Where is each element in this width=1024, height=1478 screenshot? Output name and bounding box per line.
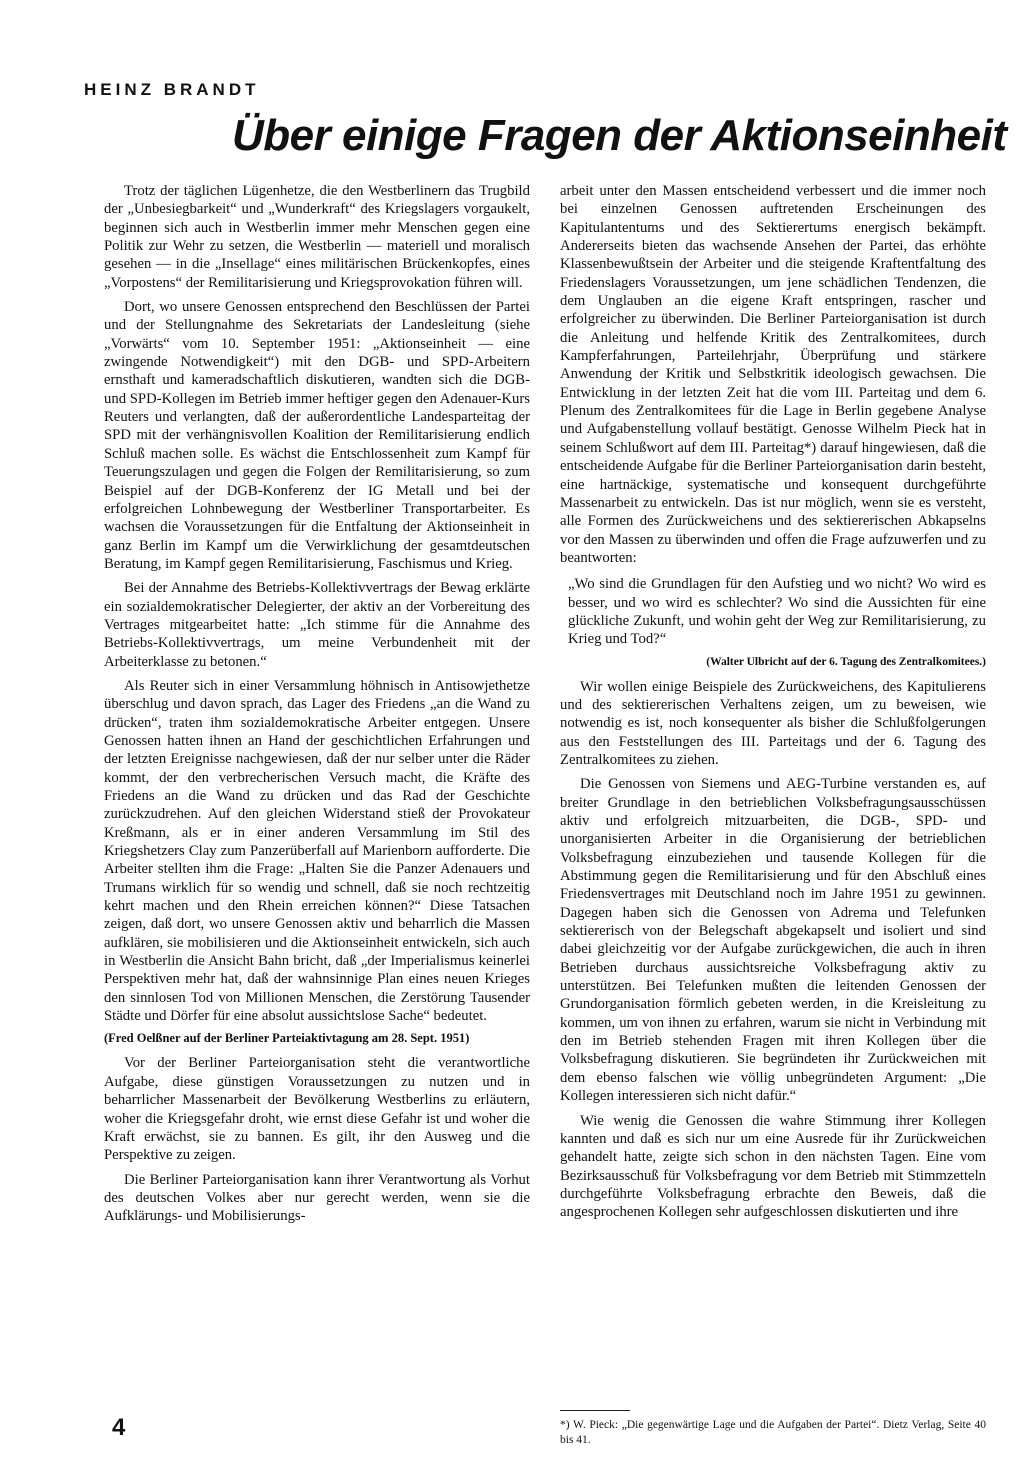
footnote-divider xyxy=(560,1410,630,1411)
paragraph: Als Reuter sich in einer Versammlung höhnisch in Antisowjethetze überschlug und davon sprach, das Lager des Friedens „an die Wand zu drücken“, traten ihm sozialdemokratische Arbeiter entgegen. Unsere Genossen hatten ihnen an Hand der geschichtlichen Erfahrungen und der letzten Ereignisse nachgewiesen, daß der nur selber unter die Räder kommt, der den verbrecherischen Versuch macht, die Kräfte des Friedens an die Wand zu drücken und das Rad der Geschichte zurückzudrehen. Auf den gleichen Widerstand stieß der Provokateur Kreßmann, als er in einer anderen Versammlung im Stil des Kriegshetzers Clay zum Panzerüberfall auf Marienborn aufforderte. Die Arbeiter stellten ihm die Frage: „Halten Sie die Panzer Adenauers und Trumans wirklich für so wendig und schnell, daß sie noch rechtzeitig kehrt machen und den Rhein erreichen können?“ Diese Tatsachen zeigen, daß dort, wo unsere Genossen aktiv und beharrlich die Massen aufklären, sie mobilisieren und die Aktionseinheit entwickeln, sich auch in Westberlin die Ansicht Bahn bricht, daß „der Imperialismus keinerlei Perspektiven mehr hat, daß der wahnsinnige Plan eines neuen Krieges den sinnlosen Tod von Millionen Menschen, die Zerstörung Tausender Städte und Dörfer für eine absolut aussichtslose Sache“ bedeutet. xyxy=(104,677,530,1025)
paragraph: Die Berliner Parteiorganisation kann ihrer Verantwortung als Vorhut des deutschen Volkes aber nur gerecht werden, wenn sie die Aufklärungs- und Mobilisierungs- xyxy=(104,1171,530,1225)
article-title: Über einige Fragen der Aktionseinheit xyxy=(232,111,1007,160)
quote-source: (Walter Ulbricht auf der 6. Tagung des Zentralkomitees.) xyxy=(706,655,986,668)
paragraph: Dort, wo unsere Genossen entsprechend den Beschlüssen der Partei und der Stellungnahme des Sekretariats der Landesleitung (siehe „Vorwärts“ vom 10. September 1951: „Aktionseinheit — eine zwingende Notwendigkeit“) mit den DGB- und SPD-Arbeitern ernsthaft und kameradschaftlich diskutieren, wandten sich die DGB- und SPD-Kollegen im Betrieb immer heftiger gegen den Adenauer-Kurs Reuters und verlangten, daß der außerordentliche Landesparteitag der SPD mit der verhängnisvollen Koalition der Remilitarisierung endlich Schluß machen solle. Es wächst die Entschlossenheit zum Kampf für Teuerungszulagen und gegen die Folgen der Remilitarisierung, so zum Beispiel auf der DGB-Konferenz der IG Metall und bei der erfolgreichen Lohnbewegung der Westberliner Transportarbeiter. Es wachsen die Voraussetzungen für die Entfaltung der Aktionseinheit in ganz Berlin im Kampf um die Verwirklichung der gesamtdeutschen Beratung, im Kampf gegen Remilitarisierung, Faschismus und Krieg. xyxy=(104,299,530,572)
quote-text: „Wo sind die Grundlagen für den Aufstieg und wo nicht? Wo wird es besser, und wo wird es schlechter? Wo sind die Aussichten für eine glückliche Zukunft, und wohin geht der Weg zur Remilitarisierung, zu Krieg und Tod?“ xyxy=(568,576,986,648)
right-column xyxy=(560,182,986,1228)
left-column xyxy=(104,182,530,1232)
paragraph: Wir wollen einige Beispiele des Zurückweichens, des Kapitulierens und des sektiererischen Verhaltens zeigen, um zu beweisen, wie notwendig es ist, noch konsequenter als bisher die Schlußfolgerungen aus den Feststellungen des III. Parteitags und der 6. Tagung des Zentralkomitees zu ziehen. xyxy=(560,678,986,768)
author-name: HEINZ BRANDT xyxy=(84,80,260,99)
page-number: 4 xyxy=(112,1414,126,1441)
paragraph: Bei der Annahme des Betriebs-Kollektivvertrags der Bewag erklärte ein sozialdemokratischer Delegierter, der aktiv an der Vorbereitung des Vertrages mitgearbeitet hatte: „Ich stimme für die Annahme des Betriebs-Kollektivvertrags, um meine Verbundenheit mit der Arbeiterklasse zu betonen.“ xyxy=(104,580,530,670)
paragraph: Wie wenig die Genossen die wahre Stimmung ihrer Kollegen kannten und daß es sich nur um eine Ausrede für ihr Zurückweichen gehandelt hatte, zeigte sich schon in den nächsten Tagen. Eine vom Bezirksausschuß für Volksbefragung vor dem Betrieb mit Stimmzetteln durchgeführte Volksbefragung erbrachte den Beweis, daß die angesprochenen Kollegen sehr aufgeschlossen diskutierten und ihre xyxy=(560,1112,986,1221)
paragraph: Die Genossen von Siemens und AEG-Turbine verstanden es, auf breiter Grundlage in den betrieblichen Volksbefragungsausschüssen aktiv und erfolgreich mitzuarbeiten, die DGB-, SPD- und unorganisierten Arbeiter in die Organisierung der betrieblichen Volksbefragung einzubeziehen und tausende Kollegen für die Abstimmung gegen die Remilitarisierung und für den Abschluß eines Friedensvertrages mit Deutschland noch im Jahre 1951 zu gewinnen. Dagegen haben sich die Genossen von Adrema und Telefunken sektiererisch von der Belegschaft abgekapselt und isoliert und sind dabei gleichzeitig vor der Aufgabe zurückgewichen, die auch in ihren Betrieben durchaus aussichtsreiche Volksbefragung aktiv zu unterstützen. Bei Telefunken mußten die leitenden Genossen der Grundorganisation förmlich gebeten werden, in die Kreisleitung zu kommen, um von ihnen zu erfahren, warum sie nicht in Verbindung mit den im Betrieb stehenden Fragen mit ihren Kollegen über die Volksbefragung diskutieren. Sie begründeten ihr Zurückweichen mit dem ebenso falschen wie völlig unbegründeten Argument: „Die Kollegen interessieren sich nicht dafür.“ xyxy=(560,776,986,1105)
paragraph: Trotz der täglichen Lügenhetze, die den Westberlinern das Trugbild der „Unbesiegbarkeit“ und „Wunderkraft“ des Kriegslagers vorgaukelt, beginnen sich auch in Westberlin immer mehr Menschen gegen eine Politik zur Wehr zu setzen, die Westberlin — materiell und moralisch gesehen — in die „Insellage“ eines militärischen Brückenkopfes, eines „Vorpostens“ der Remilitarisierung und Kriegsprovokation führen will. xyxy=(104,183,530,291)
quote-source: (Fred Oelßner auf der Berliner Parteiaktivtagung am 28. Sept. 1951) xyxy=(104,1031,470,1046)
block-quote xyxy=(568,575,986,648)
footnote: *) W. Pieck: „Die gegenwärtige Lage und die Aufgaben der Partei“. Dietz Verlag, Seite 40 bis 41. xyxy=(560,1419,986,1446)
paragraph: arbeit unter den Massen entscheidend verbessert und die immer noch bei einzelnen Genossen auftretenden Erscheinungen des Kapitulantentums und des Sektierertums energisch bekämpft. Andererseits bieten das wachsende Ansehen der Partei, das erhöhte Klassenbewußtsein der Arbeiter und die steigende Kraftentfaltung des Friedenslagers Voraussetzungen, um jene schädlichen Tendenzen, die dem Unglauben an die eigene Kraft entspringen, rascher und erfolgreicher zu überwinden. Die Berliner Parteiorganisation ist durch die Anleitung und helfende Kritik des Zentralkomitees, durch Kampferfahrungen, Parteilehrjahr, Überprüfung und stärkere Anwendung der Kritik und Selbstkritik ideologisch gewachsen. Die Entwicklung in der letzten Zeit hat die vom III. Parteitag und dem 6. Plenum des Zentralkomitees für die Lage in Berlin gegebene Analyse und Aufgabenstellung vollauf bestätigt. Genosse Wilhelm Pieck hat in seinem Schlußwort auf dem III. Parteitag*) darauf hingewiesen, daß die entscheidende Aufgabe für die Berliner Parteiorganisation darin besteht, eine hartnäckige, systematische und konsequent durchgeführte Massenarbeit zu entwickeln. Das ist nur möglich, wenn sie es versteht, alle Formen des Zurückweichens und des sektiererischen Abkapselns vor den Massen zu überwinden und offen die Frage aufzuwerfen und zu beantworten: xyxy=(560,183,986,566)
paragraph: Vor der Berliner Parteiorganisation steht die verantwortliche Aufgabe, diese günstigen Voraussetzungen zu nutzen und in beharrlicher Massenarbeit der Bevölkerung Westberlins zu erläutern, woher die Kriegsgefahr droht, wie ernst diese Gefahr ist und woher die Kraft erwächst, sie zu bannen. Es gilt, ihr den Ausweg und die Perspektive zu zeigen. xyxy=(104,1055,530,1164)
